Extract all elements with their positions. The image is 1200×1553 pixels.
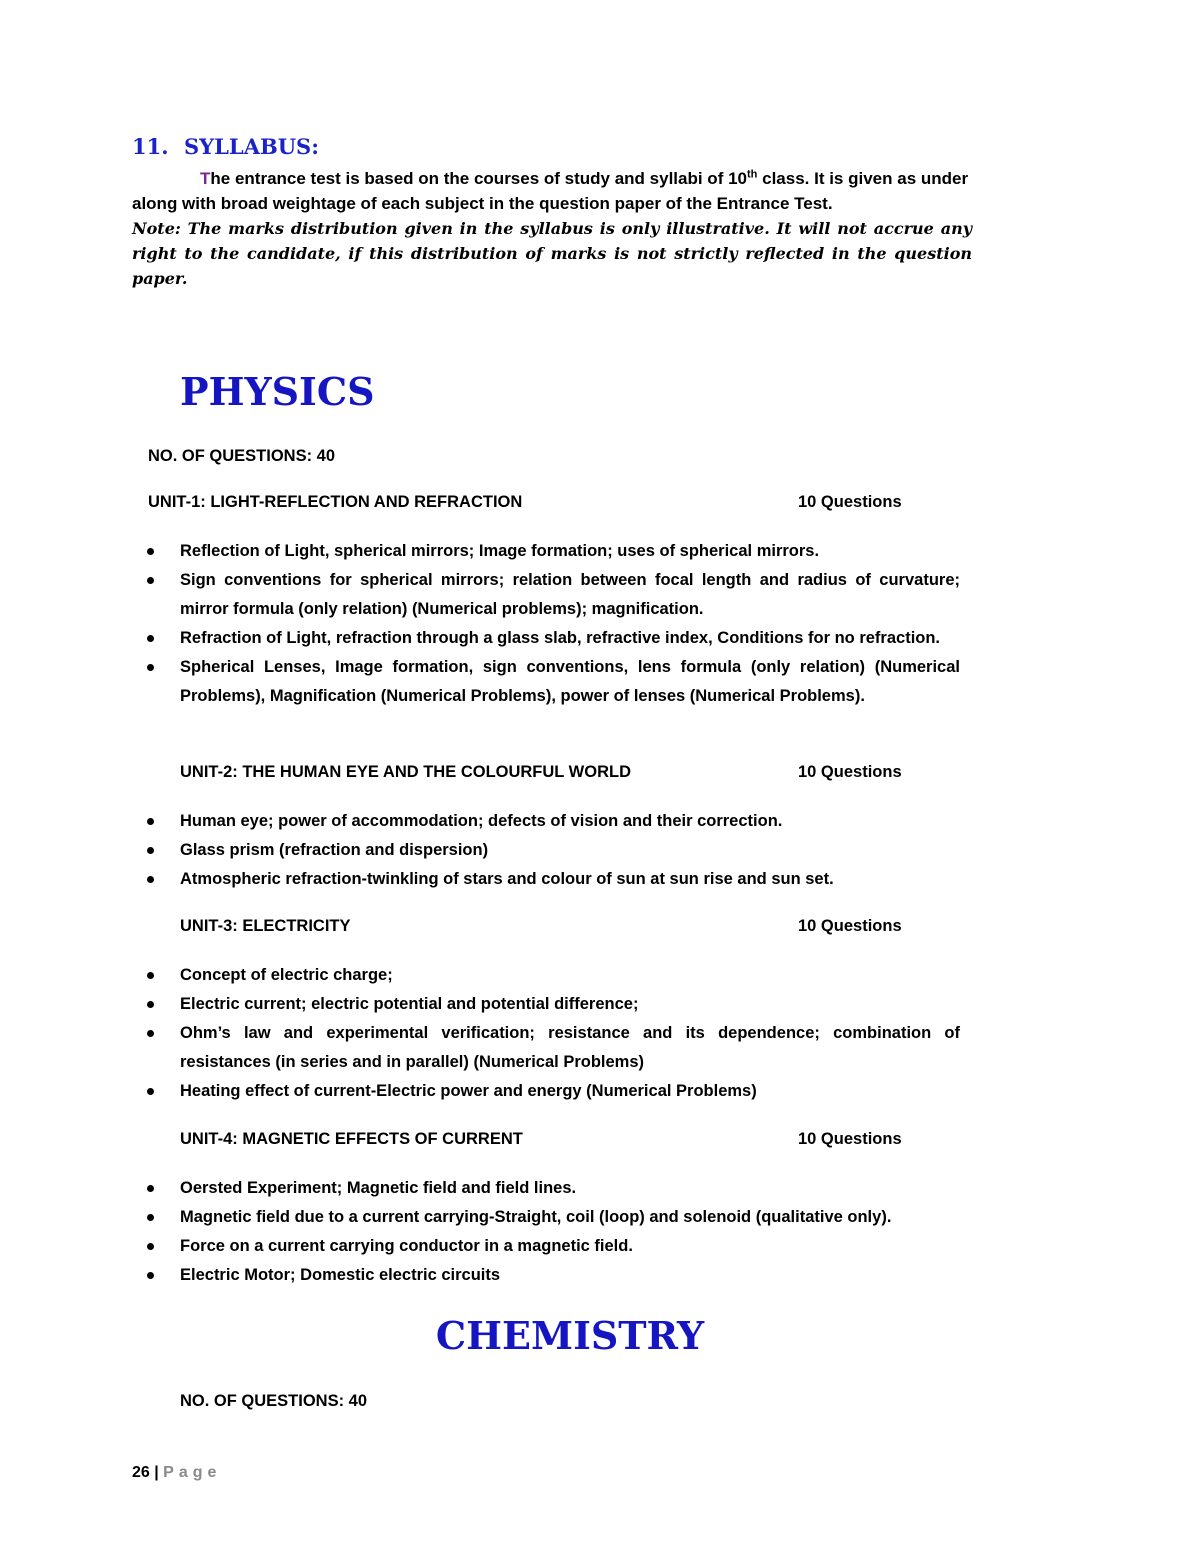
unit-4-header [180,1130,908,1149]
note-paragraph: Note: The marks distribution given in the syllabus is only illustrative. It will not accrue any right to the candidate, if this distribution of marks is not strictly reflected in the question paper. [132,219,972,288]
list-item: Spherical Lenses, Image formation, sign conventions, lens formula (only relation) (Numerical Problems), Magnification (Numerical Problems), power of lenses (Numerical Problems). [180,653,960,711]
bullet-icon [147,1243,154,1250]
list-item: Refraction of Light, refraction through a glass slab, refractive index, Conditions for no refraction. [180,624,960,653]
bullet-icon [147,1088,154,1095]
bullet-icon [147,1214,154,1221]
list-item: Heating effect of current-Electric power and energy (Numerical Problems) [180,1077,960,1106]
bullet-icon [147,972,154,979]
page-footer [132,1464,221,1482]
bullet-icon [147,1185,154,1192]
intro-paragraph [132,166,974,216]
bullet-icon [147,577,154,584]
page-word: Page [163,1464,222,1481]
bullet-icon [147,847,154,854]
bullet-icon [147,876,154,883]
footer-separator: | [149,1464,164,1481]
list-item: Electric Motor; Domestic electric circuits [180,1261,960,1290]
unit-1-questions: 10 Questions [798,493,902,511]
chemistry-title: CHEMISTRY [435,1313,705,1358]
unit-1-header [148,493,908,512]
intro-superscript: th [747,168,758,181]
intro-text-part1: he entrance test is based on the courses of study and syllabi of 10 [210,169,747,188]
unit-2-header [180,763,908,782]
unit-4-list [180,1174,960,1290]
unit-3-header [180,917,908,936]
list-item: Atmospheric refraction-twinkling of stars and colour of sun at sun rise and sun set. [180,865,960,894]
unit-3-title: UNIT-3: ELECTRICITY [180,917,351,935]
bullet-icon [147,818,154,825]
section-number: 11. [132,134,169,159]
unit-1-list [180,537,960,711]
list-item: Human eye; power of accommodation; defects of vision and their correction. [180,807,960,836]
physics-title: PHYSICS [180,369,375,414]
bullet-icon [147,548,154,555]
list-item: Magnetic field due to a current carrying-Straight, coil (loop) and solenoid (qualitative only). [180,1203,960,1232]
bullet-icon [147,1030,154,1037]
list-item: Oersted Experiment; Magnetic field and field lines. [180,1174,960,1203]
section-title: SYLLABUS: [184,134,319,159]
physics-questions-count: NO. OF QUESTIONS: 40 [148,447,336,465]
intro-text-part2: class. It is given as under along with broad weightage of each subject in the question paper of the Entrance Test. [132,169,969,213]
unit-3-questions: 10 Questions [798,917,902,935]
list-item: Sign conventions for spherical mirrors; relation between focal length and radius of curvature; mirror formula (only relation) (Numerical problems); magnification. [180,566,960,624]
bullet-icon [147,1272,154,1279]
list-item: Force on a current carrying conductor in a magnetic field. [180,1232,960,1261]
unit-4-title: UNIT-4: MAGNETIC EFFECTS OF CURRENT [180,1130,523,1148]
chemistry-questions-count: NO. OF QUESTIONS: 40 [180,1392,368,1410]
list-item: Reflection of Light, spherical mirrors; Image formation; uses of spherical mirrors. [180,537,960,566]
list-item: Concept of electric charge; [180,961,960,990]
bullet-icon [147,1001,154,1008]
list-item: Ohm’s law and experimental verification; resistance and its dependence; combination of resistances (in series and in parallel) (Numerical Problems) [180,1019,960,1077]
unit-1-title: UNIT-1: LIGHT-REFLECTION AND REFRACTION [148,493,523,511]
bullet-icon [147,664,154,671]
unit-4-questions: 10 Questions [798,1130,902,1148]
section-heading [132,134,319,159]
unit-3-list [180,961,960,1106]
bullet-icon [147,635,154,642]
list-item: Electric current; electric potential and potential difference; [180,990,960,1019]
list-item: Glass prism (refraction and dispersion) [180,836,960,865]
page-number: 26 [132,1464,150,1481]
unit-2-title: UNIT-2: THE HUMAN EYE AND THE COLOURFUL WORLD [180,763,631,781]
unit-2-questions: 10 Questions [798,763,902,781]
intro-first-letter: T [200,169,211,188]
unit-2-list [180,807,960,894]
